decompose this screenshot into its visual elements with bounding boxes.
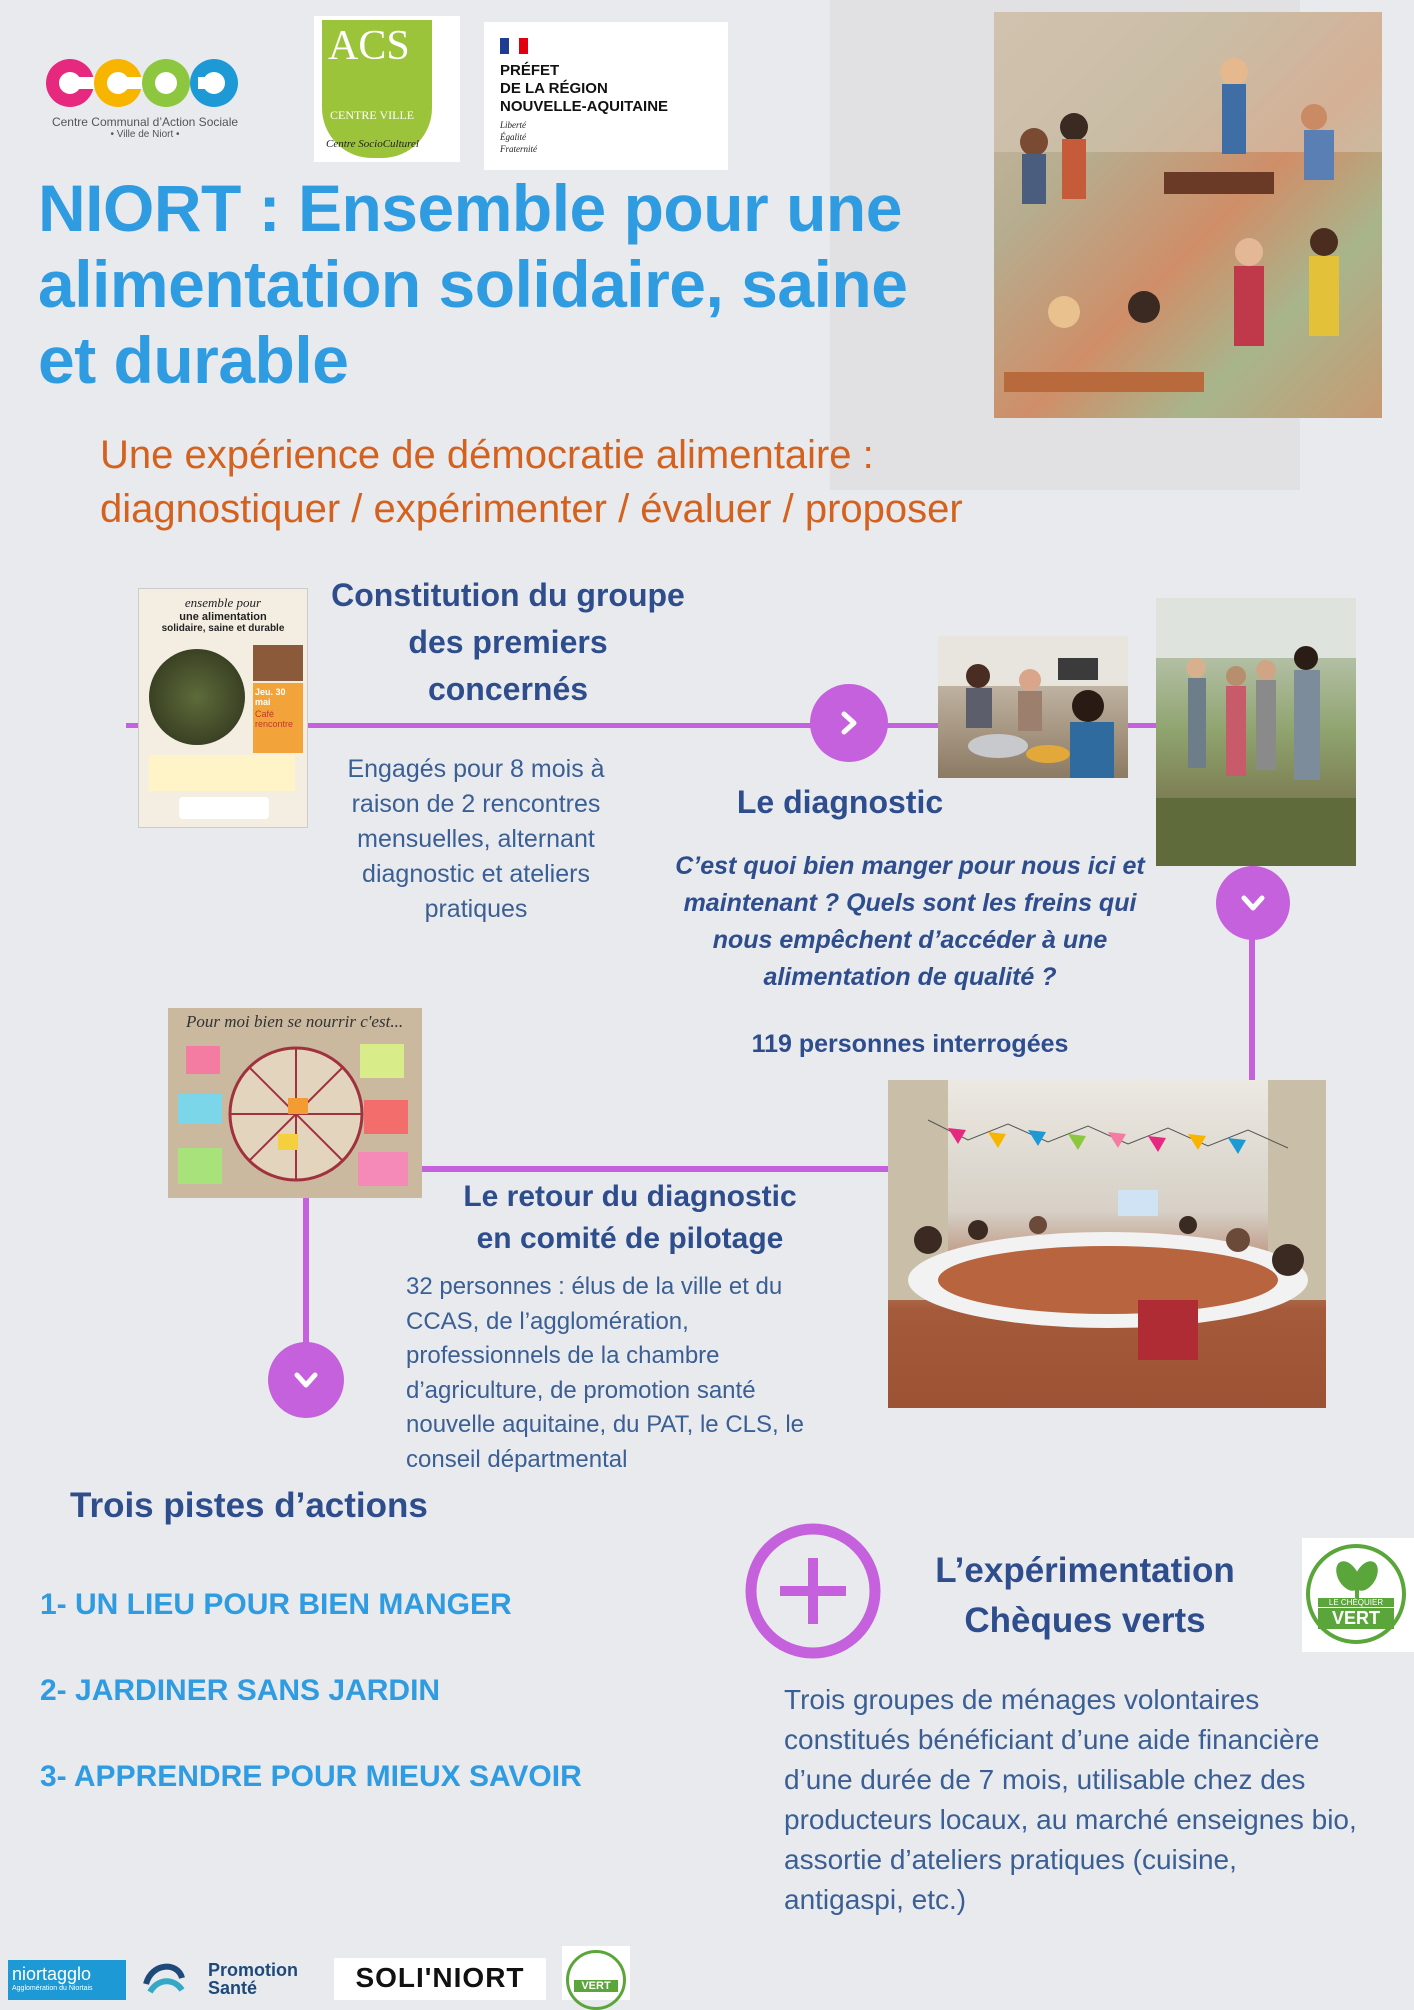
- niortagglo-text: niortagglo: [12, 1964, 92, 1984]
- flyer-line2: une alimentation: [179, 611, 267, 623]
- subtitle-line1: Une expérience de démocratie alimentaire :: [100, 433, 874, 477]
- wave-icon: [142, 1958, 188, 2000]
- footer-cheque-vert-logo: [562, 1946, 630, 2000]
- illustration-food-community: [994, 12, 1382, 418]
- flyer-event: Café rencontre: [255, 709, 294, 729]
- step3-text: 32 personnes : élus de la ville et du CCAS, de l’agglomération, professionnels de la chambre d’agriculture, de promotion santé nouvelle aquitaine, du PAT, le CLS, le conseil départmental: [406, 1273, 805, 1473]
- step3-title-line2: en comité de pilotage: [476, 1222, 784, 1255]
- ccas-logo-line2: • Ville de Niort •: [110, 129, 180, 140]
- plus-icon: [744, 1522, 882, 1660]
- event-flyer: [138, 588, 308, 828]
- photo-diagnostic-poster: [168, 1008, 422, 1198]
- actions-title: Trois pistes d’actions: [70, 1486, 428, 1525]
- experiment-title-line1: L’expérimentation: [935, 1551, 1235, 1590]
- prefet-logo: [484, 22, 728, 170]
- action-item-2: 2- JARDINER SANS JARDIN: [40, 1674, 441, 1707]
- chevron-down-icon: [1216, 866, 1290, 940]
- flyer-line3: solidaire, saine et durable: [161, 623, 285, 634]
- prefet-line1: PRÉFET: [500, 62, 560, 79]
- step3-title-line1: Le retour du diagnostic: [463, 1180, 797, 1213]
- soliniort-text: SOLI'NIORT: [355, 1962, 525, 1993]
- marianne-flag-icon: [500, 38, 528, 54]
- acs-logo: [314, 16, 460, 162]
- step2-title: Le diagnostic: [736, 784, 944, 820]
- page-title: NIORT : Ensemble pour une alimentation solidaire, saine et durable: [38, 171, 908, 397]
- photo-garden-visit: [1156, 598, 1356, 866]
- acs-logo-sign: Centre SocioCulturel: [326, 138, 419, 150]
- niortagglo-sub: Agglomération du Niortais: [12, 1985, 93, 1992]
- action-item-1: 1- UN LIEU POUR BIEN MANGER: [40, 1588, 512, 1621]
- step2-count: 119 personnes interrogées: [751, 1030, 1069, 1058]
- ccas-logo-line1: Centre Communal d’Action Sociale: [51, 115, 239, 129]
- step1-title: Constitution du groupe des premiers concernés: [331, 577, 685, 707]
- prefet-motto3: Fraternité: [500, 144, 537, 154]
- photo-cooking-workshop: [938, 636, 1128, 778]
- step3-title: [420, 1176, 840, 1260]
- timeline-line-vertical-left: [303, 1198, 309, 1346]
- prefet-motto2: Égalité: [500, 132, 526, 142]
- experiment-text: Trois groupes de ménages volontaires constitués bénéficiant d’une aide financière d’une durée de 7 mois, utilisable chez des producteurs locaux, au marché enseignes bio, assortie d’ateliers pratiques (cuisine, antigaspi, etc.): [784, 1684, 1357, 1915]
- chevron-right-icon: [810, 684, 888, 762]
- experiment-title-line2: Chèques verts: [964, 1601, 1206, 1640]
- footer-soliniort-logo: [334, 1958, 546, 2000]
- leaf-icon: [1302, 1538, 1414, 1652]
- prefet-motto1: Liberté: [500, 120, 526, 130]
- flyer-line1: ensemble pour: [184, 595, 262, 610]
- step1-text: Engagés pour 8 mois à raison de 2 rencontres mensuelles, alternant diagnostic et ateliers pratiques: [347, 755, 605, 923]
- cheque-vert-badge-main: VERT: [1318, 1608, 1394, 1629]
- cheque-vert-badge-top: LE CHÈQUIER: [1318, 1598, 1394, 1607]
- photo-steering-committee: [888, 1080, 1326, 1408]
- footer-vert-text: VERT: [574, 1980, 618, 1992]
- promotion-text: Promotion: [208, 1960, 298, 1980]
- footer-niortagglo-logo: [8, 1960, 126, 2000]
- ccas-logo-mark: [40, 50, 250, 110]
- cheque-vert-logo: [1302, 1538, 1414, 1652]
- sante-text: Santé: [208, 1978, 258, 1998]
- subtitle-line2: diagnostiquer / expérimenter / évaluer / proposer: [100, 487, 963, 531]
- timeline-line-2: [420, 1166, 890, 1172]
- action-item-3: 3- APPRENDRE POUR MIEUX SAVOIR: [40, 1760, 582, 1793]
- prefet-line2: DE LA RÉGION: [500, 80, 608, 97]
- poster-title: Pour moi bien se nourrir c'est...: [186, 1012, 404, 1031]
- flyer-date: Jeu. 30 mai: [255, 687, 286, 707]
- acs-logo-sub: CENTRE VILLE: [330, 108, 415, 122]
- acs-logo-name: ACS: [328, 23, 410, 69]
- page-subtitle: [100, 428, 1100, 536]
- step2-question: C’est quoi bien manger pour nous ici et maintenant ? Quels sont les freins qui nous empêchent d’accéder à une alimentation de qualité ?: [675, 852, 1145, 991]
- ccas-logo: [40, 50, 260, 160]
- prefet-line3: NOUVELLE-AQUITAINE: [500, 98, 669, 115]
- experiment-title: [900, 1546, 1270, 1646]
- chevron-down-icon: [268, 1342, 344, 1418]
- footer-promotion-sante-logo: [142, 1958, 312, 2000]
